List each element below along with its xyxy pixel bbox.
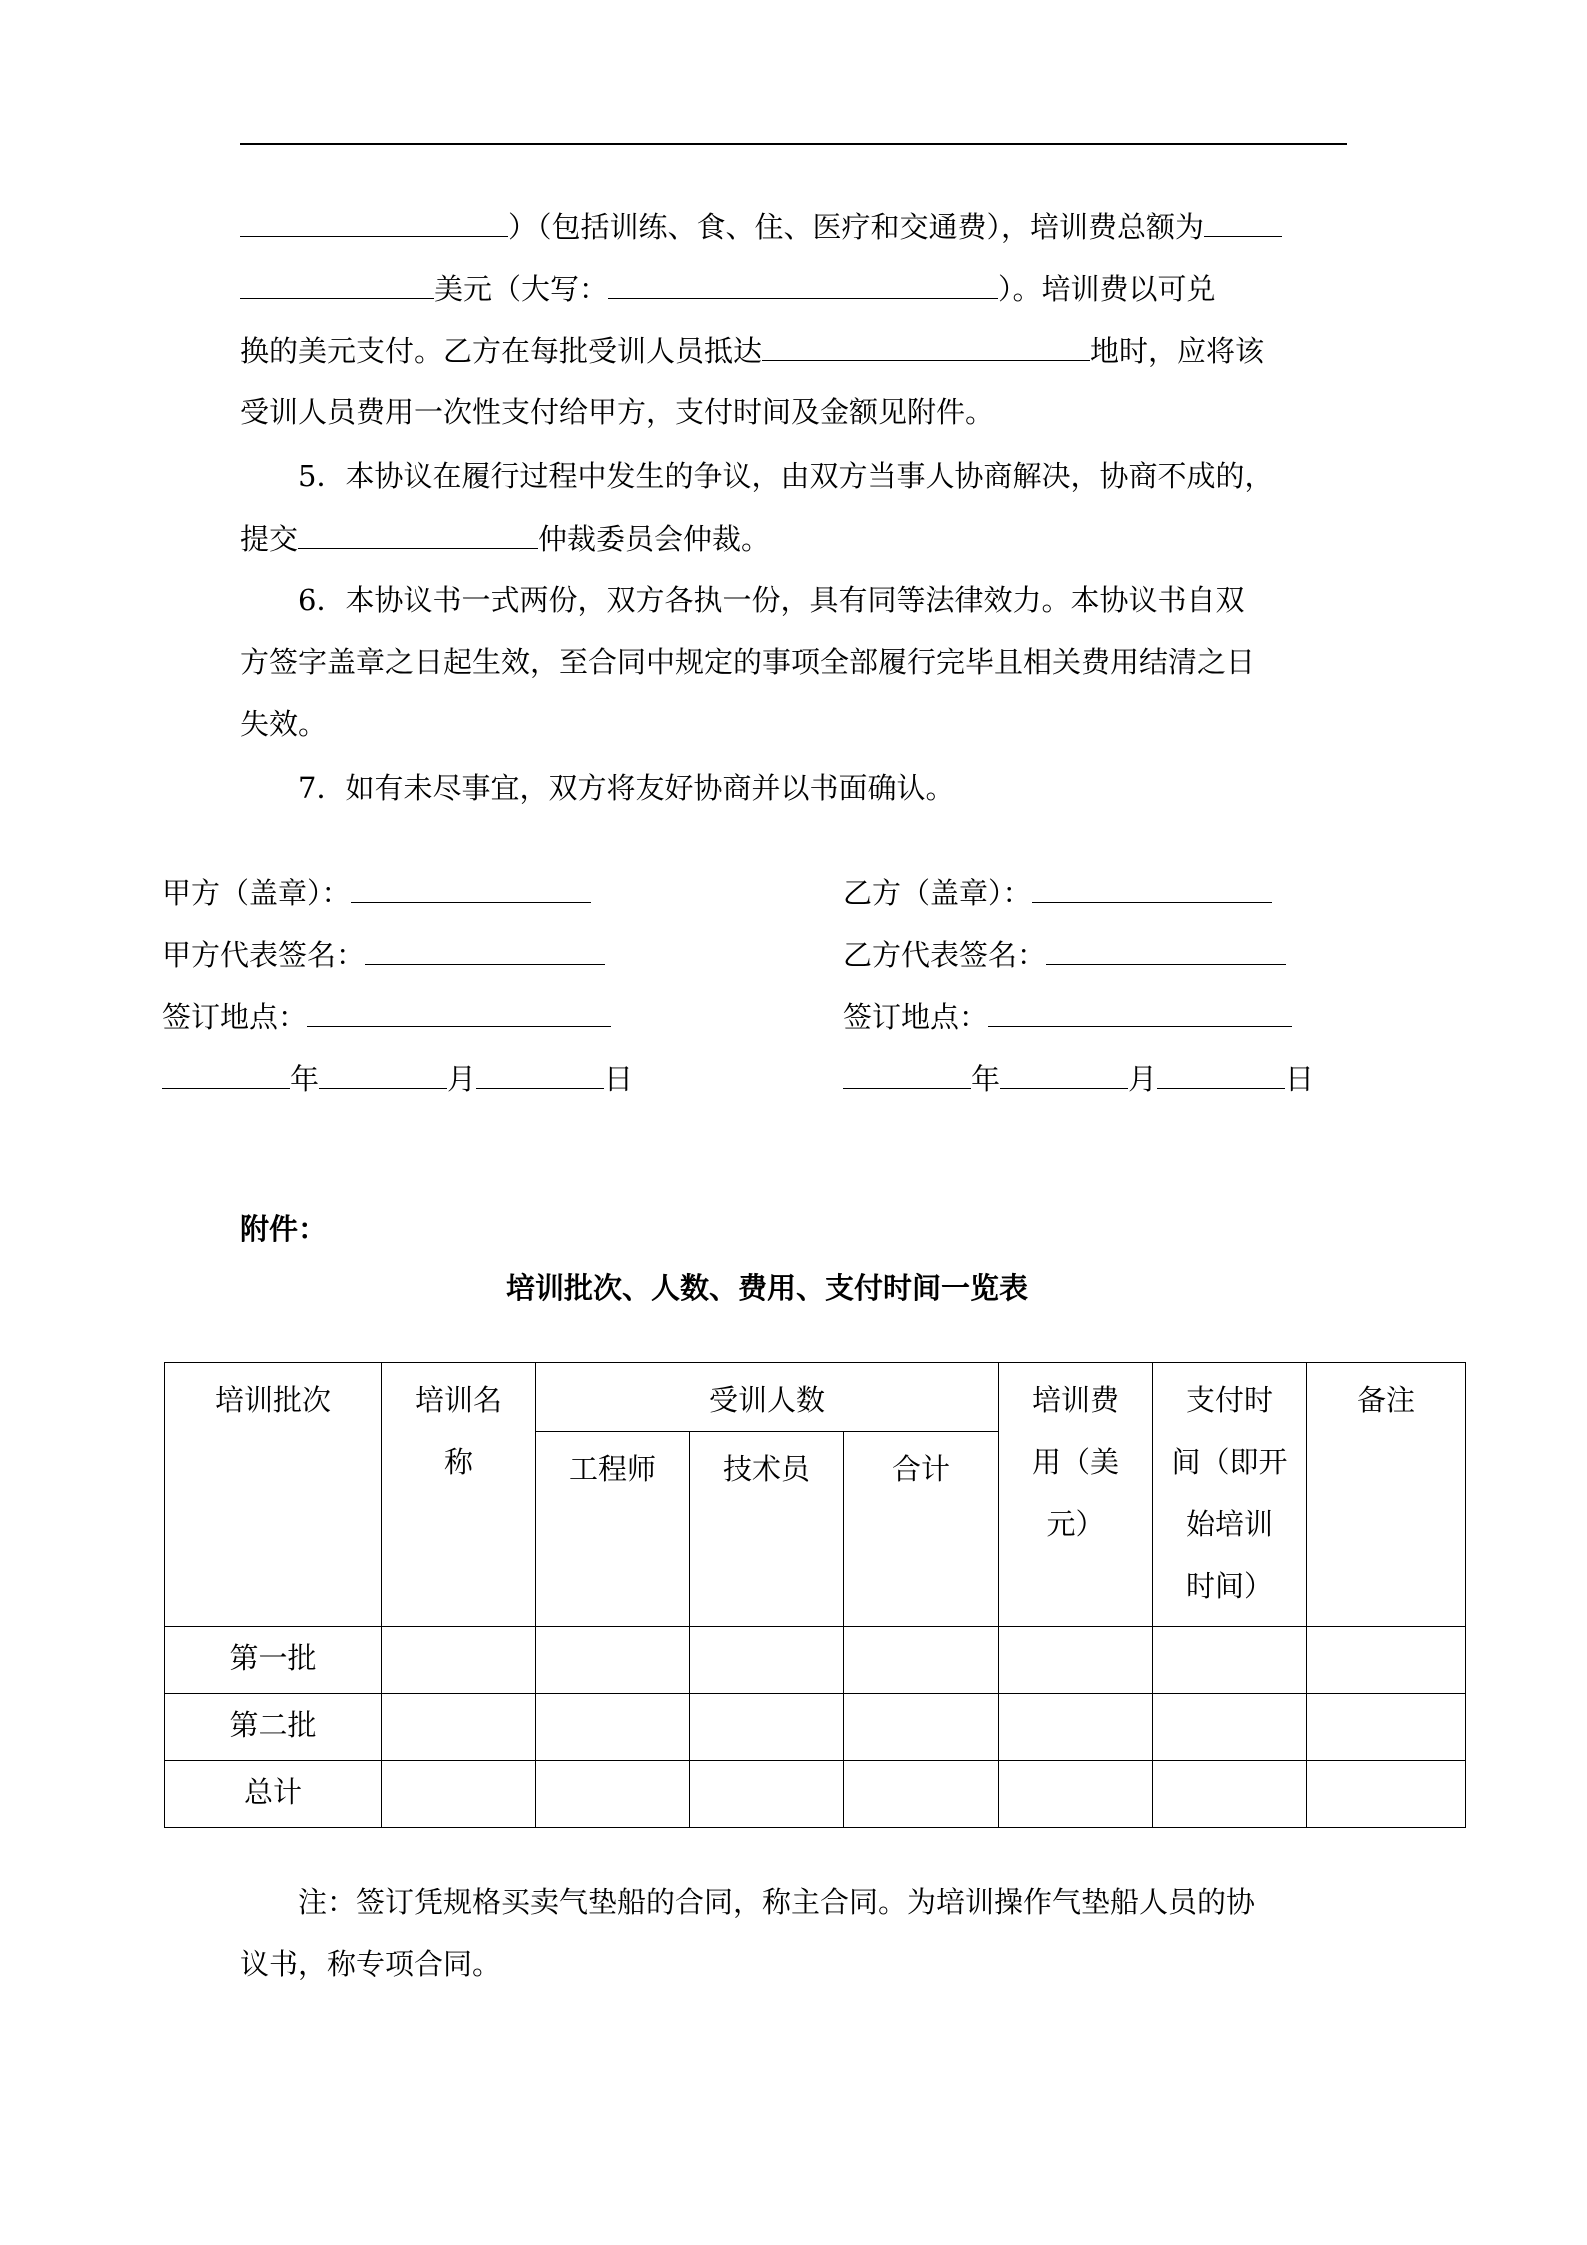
appendix-table-title: 培训批次、人数、费用、支付时间一览表 xyxy=(506,1271,1029,1305)
table-cell[interactable] xyxy=(382,1627,536,1694)
blank-field[interactable] xyxy=(1204,206,1282,237)
header-text: 始培训 xyxy=(1186,1507,1274,1541)
signing-date-b xyxy=(843,1058,1314,1099)
clause-5-line-1: 5．本协议在履行过程中发生的争议，由双方当事人协商解决，协商不成的， xyxy=(298,459,1274,493)
label: 甲方代表签名： xyxy=(162,938,366,972)
fee-clause-line-3 xyxy=(240,330,1264,371)
blank-field[interactable] xyxy=(298,518,538,549)
table-cell[interactable] xyxy=(1307,1694,1466,1761)
party-a-representative xyxy=(162,934,605,975)
header-text: 技术员 xyxy=(722,1452,810,1486)
appendix-table xyxy=(164,1362,1466,1828)
party-b-seal xyxy=(843,872,1272,913)
blank-field[interactable] xyxy=(1157,1058,1285,1089)
header-technician xyxy=(690,1432,844,1627)
table-cell[interactable] xyxy=(536,1761,690,1828)
blank-field[interactable] xyxy=(1032,872,1272,903)
table-cell[interactable] xyxy=(1153,1694,1307,1761)
header-text: 培训名 xyxy=(414,1383,502,1417)
table-cell[interactable] xyxy=(536,1694,690,1761)
header-text: 培训费 xyxy=(1032,1383,1120,1417)
label: 乙方（盖章）： xyxy=(843,876,1032,910)
party-a-seal xyxy=(162,872,591,913)
fee-clause-line-2 xyxy=(240,268,1216,309)
blank-field[interactable] xyxy=(162,1058,290,1089)
appendix-table-wrap xyxy=(164,1362,1465,1826)
blank-field[interactable] xyxy=(240,268,434,299)
blank-field[interactable] xyxy=(843,1058,971,1089)
blank-field[interactable] xyxy=(351,872,591,903)
table-cell[interactable] xyxy=(999,1627,1153,1694)
table-cell[interactable] xyxy=(1307,1761,1466,1828)
signing-place-b xyxy=(843,996,1292,1037)
year-label: 年 xyxy=(971,1062,1001,1096)
fee-clause-line-1 xyxy=(240,206,1282,247)
label: 签订地点： xyxy=(843,1000,989,1034)
label: 签订地点： xyxy=(162,1000,308,1034)
table-cell[interactable] xyxy=(536,1627,690,1694)
blank-field[interactable] xyxy=(1000,1058,1128,1089)
row-label: 第一批 xyxy=(165,1627,382,1694)
table-cell[interactable] xyxy=(844,1761,999,1828)
header-text: 工程师 xyxy=(568,1452,656,1486)
header-trainees xyxy=(536,1363,999,1432)
clause-text: 换的美元支付。乙方在每批受训人员抵达 xyxy=(240,334,763,368)
table-row xyxy=(165,1627,1466,1694)
label: 甲方（盖章）： xyxy=(162,876,351,910)
table-cell[interactable] xyxy=(1153,1627,1307,1694)
signing-place-a xyxy=(162,996,611,1037)
table-cell[interactable] xyxy=(999,1761,1153,1828)
header-text: 合计 xyxy=(892,1452,951,1486)
note-line-2: 议书，称专项合同。 xyxy=(240,1947,502,1981)
signing-date-a xyxy=(162,1058,633,1099)
header-course-name xyxy=(382,1363,536,1627)
table-cell[interactable] xyxy=(690,1761,844,1828)
table-cell[interactable] xyxy=(1153,1761,1307,1828)
row-label: 总计 xyxy=(165,1761,382,1828)
month-label: 月 xyxy=(447,1062,477,1096)
blank-field[interactable] xyxy=(1046,934,1286,965)
clause-6-line-3: 失效。 xyxy=(240,707,328,741)
appendix-label: 附件： xyxy=(240,1212,328,1246)
clause-text: ）（包括训练、食、住、医疗和交通费），培训费总额为 xyxy=(508,210,1205,244)
table-row xyxy=(165,1761,1466,1828)
table-cell[interactable] xyxy=(1307,1627,1466,1694)
header-text: 支付时 xyxy=(1186,1383,1274,1417)
day-label: 日 xyxy=(1285,1062,1315,1096)
header-subtotal xyxy=(844,1432,999,1627)
fee-clause-line-4: 受训人员费用一次性支付给甲方，支付时间及金额见附件。 xyxy=(240,395,995,429)
year-label: 年 xyxy=(290,1062,320,1096)
header-batch xyxy=(165,1363,382,1627)
clause-5-line-2 xyxy=(240,518,770,559)
table-cell[interactable] xyxy=(690,1627,844,1694)
table-row xyxy=(165,1694,1466,1761)
month-label: 月 xyxy=(1128,1062,1158,1096)
header-payment-time xyxy=(1153,1363,1307,1627)
header-text: 间（即开 xyxy=(1171,1445,1288,1479)
clause-text: 美元（大写： xyxy=(434,272,609,306)
header-text: 培训批次 xyxy=(214,1383,331,1417)
table-cell[interactable] xyxy=(844,1627,999,1694)
table-cell[interactable] xyxy=(844,1694,999,1761)
blank-field[interactable] xyxy=(365,934,605,965)
clause-6-line-1: 6．本协议书一式两份，双方各执一份，具有同等法律效力。本协议书自双 xyxy=(298,583,1245,617)
blank-field[interactable] xyxy=(319,1058,447,1089)
blank-field[interactable] xyxy=(476,1058,604,1089)
clause-6-line-2: 方签字盖章之日起生效，至合同中规定的事项全部履行完毕且相关费用结清之日 xyxy=(240,645,1256,679)
row-label: 第二批 xyxy=(165,1694,382,1761)
header-text: 备注 xyxy=(1357,1383,1416,1417)
table-cell[interactable] xyxy=(690,1694,844,1761)
label: 乙方代表签名： xyxy=(843,938,1047,972)
clause-text: 地时，应将该 xyxy=(1090,334,1265,368)
blank-field[interactable] xyxy=(240,206,508,237)
header-text: 元） xyxy=(1046,1507,1105,1541)
table-cell[interactable] xyxy=(382,1694,536,1761)
table-cell[interactable] xyxy=(382,1761,536,1828)
table-cell[interactable] xyxy=(999,1694,1153,1761)
header-text: 称 xyxy=(443,1445,473,1479)
clause-7: 7．如有未尽事宜，双方将友好协商并以书面确认。 xyxy=(298,771,955,805)
clause-text: 提交 xyxy=(240,522,299,556)
clause-text: ）。培训费以可兑 xyxy=(998,272,1216,306)
header-fee xyxy=(999,1363,1153,1627)
day-label: 日 xyxy=(604,1062,634,1096)
header-text: 时间） xyxy=(1186,1569,1274,1603)
blank-field[interactable] xyxy=(988,996,1292,1027)
header-text: 受训人数 xyxy=(709,1383,826,1417)
clause-text: 仲裁委员会仲裁。 xyxy=(538,522,771,556)
top-rule xyxy=(240,143,1347,145)
blank-field[interactable] xyxy=(608,268,998,299)
note-line-1: 注：签订凭规格买卖气垫船的合同，称主合同。为培训操作气垫船人员的协 xyxy=(298,1885,1256,1919)
blank-field[interactable] xyxy=(307,996,611,1027)
blank-field[interactable] xyxy=(762,330,1090,361)
header-engineer xyxy=(536,1432,690,1627)
header-text: 用（美 xyxy=(1032,1445,1120,1479)
party-b-representative xyxy=(843,934,1286,975)
header-remarks xyxy=(1307,1363,1466,1627)
